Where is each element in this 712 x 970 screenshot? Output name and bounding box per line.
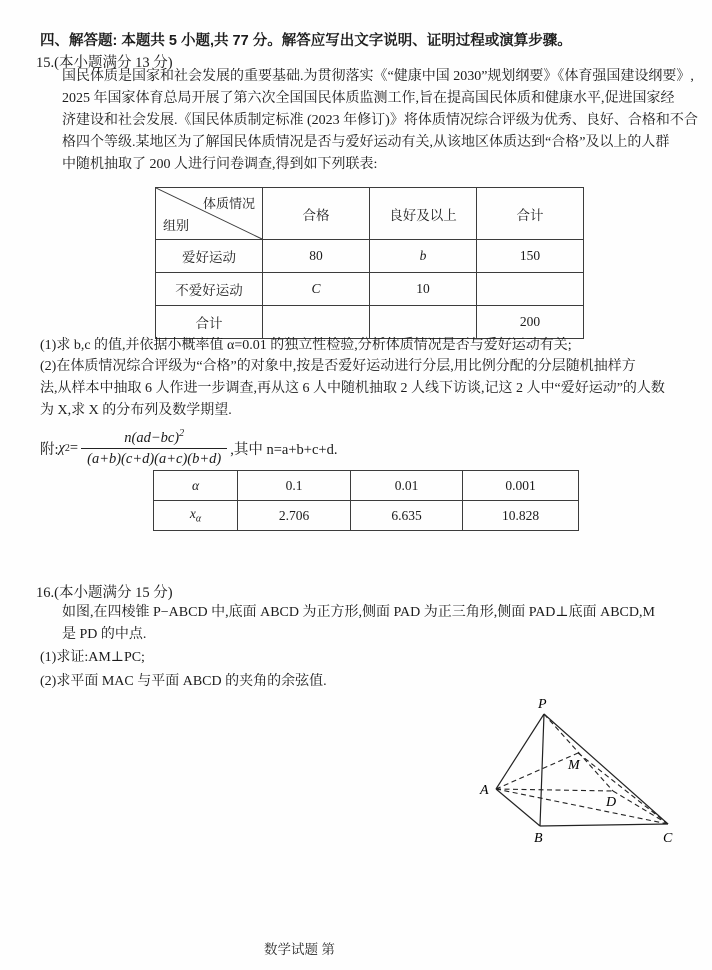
midpoint-label-m: M: [568, 758, 580, 773]
intro-line: 国民体质是国家和社会发展的重要基础.为贯彻落实《“健康中国 2030”规划纲要》《体育强国建设纲要》,: [62, 69, 694, 84]
column-header: 合计: [477, 188, 584, 240]
section-header: 四、解答题: 本题共 5 小题,共 77 分。解答应写出文字说明、证明过程或演算步骤。: [40, 33, 572, 49]
corner-top-label: 体质情况: [202, 196, 255, 211]
cell-value: 10.828: [463, 501, 579, 531]
pyramid-diagram: [470, 693, 700, 865]
problem-16-intro: 如图,在四棱锥 P−ABCD 中,底面 ABCD 为正方形,侧面 PAD 为正三角形,侧面 PAD⊥底面 ABCD,M 是 PD 的中点.: [62, 605, 655, 642]
cell-value: 2.706: [238, 501, 351, 531]
fraction-denominator: (a+b)(c+d)(a+c)(b+d): [87, 451, 222, 468]
chi-symbol: χ: [58, 439, 65, 456]
cell-value: [263, 306, 370, 339]
column-header: 合格: [263, 188, 370, 240]
cell-value: 0.01: [351, 471, 463, 501]
cell-value: 150: [477, 240, 584, 273]
intro-line: 2025 年国家体育总局开展了第六次全国国民体质监测工作,旨在提高国民体质和健康水平,促进国家经: [62, 91, 675, 106]
cell-value: 200: [477, 306, 584, 339]
pyramid-figure: [470, 693, 700, 870]
cell-value: 10: [370, 273, 477, 306]
row-label: 爱好运动: [156, 240, 263, 273]
table-row: [156, 273, 584, 306]
cell-value: [370, 306, 477, 339]
vertex-label-a: A: [480, 783, 489, 798]
problem-15-intro: [62, 66, 698, 176]
fraction: [81, 428, 227, 469]
problem-15-question-2: (2)在体质情况综合评级为“合格”的对象中,按是否爱好运动进行分层,用比例分配的分层随机抽样方 法,从样本中抽取 6 人作进一步调查,再从这 6 人中随机抽取 2 人线下访谈,记这 2 人中“爱好运动”的人数 为 X,求 X 的分布列及数学期望.: [40, 359, 665, 418]
contingency-table: [155, 187, 584, 339]
problem-16-title: 16.(本小题满分 15 分): [36, 585, 173, 601]
problem-15-question-1: (1)求 b,c 的值,并依据小概率值 α=0.01 的独立性检验,分析体质情况是否与爱好运动有关;: [40, 338, 572, 353]
cell-value: 0.001: [463, 471, 579, 501]
row-label: 合计: [156, 306, 263, 339]
x-alpha-label: $x_\alpha$: [154, 501, 238, 531]
fraction-numerator: $n(ad-bc)^2$: [81, 428, 227, 450]
intro-line: 济建设和社会发展.《国民体质制定标准 (2023 年修订)》将体质情况综合评级为优秀、良好、合格和不合: [62, 113, 698, 128]
alpha-label: α: [154, 471, 238, 501]
table-row: [156, 240, 584, 273]
vertex-label-c: C: [663, 831, 673, 846]
cell-value: C: [263, 273, 370, 306]
intro-line: 格四个等级.某地区为了解国民体质情况是否与爱好运动有关,从该地区体质达到“合格”及以上的人群: [62, 135, 670, 150]
row-label: 不爱好运动: [156, 273, 263, 306]
table-row: [154, 501, 579, 531]
page-footer: 数学试题 第: [264, 942, 335, 957]
problem-15-title: 15.(本小题满分 13 分): [36, 55, 173, 71]
cell-value: 0.1: [238, 471, 351, 501]
cell-value: b: [370, 240, 477, 273]
formula-suffix: ,其中 n=a+b+c+d.: [230, 441, 338, 458]
vertex-label-d: D: [606, 795, 617, 810]
intro-line: 中随机抽取了 200 人进行问卷调查,得到如下列联表:: [62, 157, 378, 172]
column-header: 良好及以上: [370, 188, 477, 240]
corner-header-cell: [156, 188, 263, 240]
cell-value: 6.635: [351, 501, 463, 531]
problem-16-question-2: (2)求平面 MAC 与平面 ABCD 的夹角的余弦值.: [40, 674, 327, 689]
cell-value: [477, 273, 584, 306]
table-row: [156, 306, 584, 339]
cell-value: 80: [263, 240, 370, 273]
table-row: [154, 471, 579, 501]
formula-prefix: 附:: [40, 441, 59, 458]
critical-value-table: [153, 470, 579, 531]
corner-bottom-label: 组别: [163, 218, 190, 233]
problem-16-question-1: (1)求证:AM⊥PC;: [40, 650, 145, 665]
vertex-label-b: B: [534, 831, 543, 846]
chi-square-formula: 附: χ 2 = $\frac{n(ad-bc)^2}{(a+b)(c+d)(a+c)(b+d)}$ ,其中 n=a+b+c+d.: [40, 427, 338, 468]
vertex-label-p: P: [538, 697, 547, 712]
